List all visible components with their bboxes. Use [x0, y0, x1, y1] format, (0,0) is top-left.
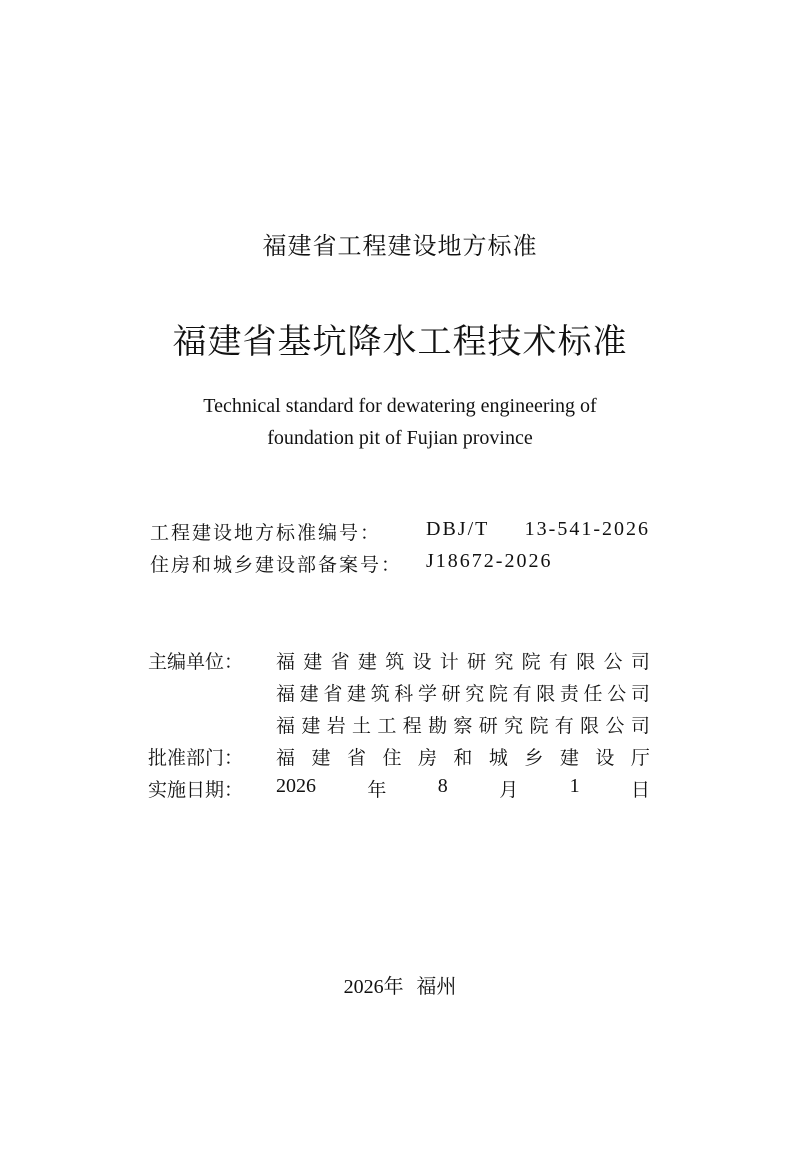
effective-date: 2026 年 8 月 1 日 [276, 775, 650, 801]
english-title-line-1: Technical standard for dewatering engineering of [203, 395, 597, 417]
chief-editor-label: 主编单位： [148, 651, 244, 673]
filing-number-row [150, 550, 650, 580]
effective-date-row [148, 775, 650, 805]
filing-number-value: J18672-2026 [426, 550, 553, 572]
standard-number-label: 工程建设地方标准编号： [150, 522, 382, 544]
english-title-line-2: foundation pit of Fujian province [267, 427, 533, 449]
filing-number-label: 住房和城乡建设部备案号： [150, 554, 403, 576]
publication-footer [0, 970, 800, 999]
approval-label: 批准部门： [148, 747, 244, 769]
effective-date-label: 实施日期： [148, 779, 244, 801]
chief-editor-row-1 [148, 647, 650, 677]
chief-editor-row-3 [148, 711, 650, 741]
english-title [0, 390, 800, 454]
series-title: 福建省工程建设地方标准 [262, 232, 538, 260]
chief-editor-2: 福 建 省 建 筑 科 学 研 究 院 有 限 责 任 公 司 [276, 683, 650, 705]
publication-year-suffix: 年 [383, 974, 404, 998]
publication-city: 福州 [416, 974, 457, 998]
chief-editor-3: 福 建 岩 土 工 程 勘 察 研 究 院 有 限 公 司 [276, 715, 650, 737]
approval-department: 福 建 省 住 房 和 城 乡 建 设 厅 [276, 747, 650, 769]
chief-editor-1: 福 建 省 建 筑 设 计 研 究 院 有 限 公 司 [276, 651, 650, 673]
approval-row [148, 743, 650, 773]
main-title: 福建省基坑降水工程技术标准 [172, 322, 628, 362]
chief-editor-row-2 [148, 679, 650, 709]
standard-number-row [150, 518, 650, 548]
standard-number-value: DBJ/T 13-541-2026 [426, 518, 650, 540]
publication-year: 2026 [343, 976, 384, 998]
